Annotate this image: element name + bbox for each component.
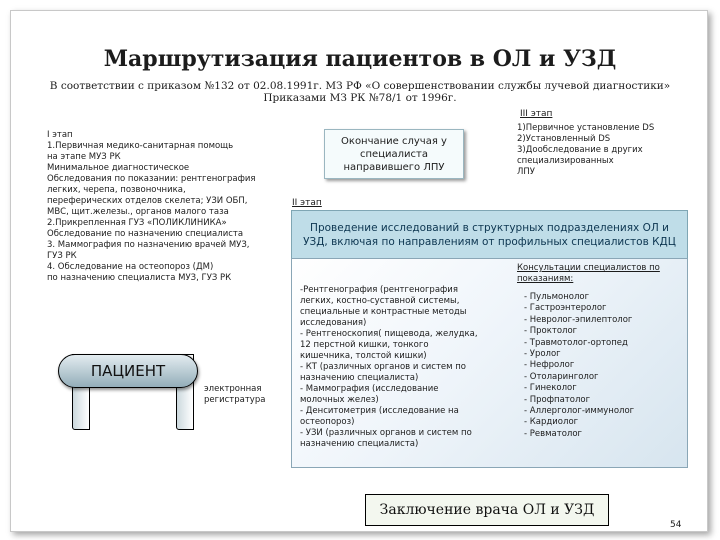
stage2-details-box bbox=[291, 258, 688, 468]
end-case-box: Окончание случая у специалиста направившего ЛПУ bbox=[324, 129, 464, 179]
studies-list: -Рентгенография (рентгенография легких, костно-суставной системы, специальные и контрастные методы исследования) - Рентгеноскопия( пищевода, желудка, 12 перстной кишки, тонкого кишечника, толстой кишки) - КТ (различных органов и систем по назначению специалиста) - Маммография (исследование молочных желез) - Денситометрия (исследование на остеопороз) - УЗИ (различных органов и систем по назначению специалиста) bbox=[300, 285, 478, 449]
consult-title: Консультации специалистов по показаниям: bbox=[517, 263, 660, 284]
consult-list: - Пульмонолог - Гастроэнтеролог - Невролог-эпилептолог - Проктолог - Травмотолог-ортопед - Уролог - Нефролог - Отоларинголог - Гинеколог - Профпатолог - Аллерголог-иммунолог - Кардиолог - Ревматолог bbox=[524, 292, 635, 439]
stage2-label: II этап bbox=[292, 198, 322, 208]
stage3-text: 1)Первичное установление DS 2)Установленный DS 3)Дообследование в других специализированных ЛПУ bbox=[517, 123, 655, 177]
page-title: Маршрутизация пациентов в ОЛ и УЗД bbox=[103, 46, 617, 72]
patient-label: ПАЦИЕНТ bbox=[58, 354, 198, 388]
stage2-header: Проведение исследований в структурных подразделениях ОЛ и УЗД, включая по направлениям от профильных специалистов КДЦ bbox=[291, 210, 688, 260]
page-number: 54 bbox=[670, 520, 682, 530]
conclusion-box: Заключение врача ОЛ и УЗД bbox=[365, 494, 609, 526]
stage1-text: I этап 1.Первичная медико-санитарная помощь на этапе МУЗ РК Минимальное диагностическое Обследования по показании: рентгенография легких, черепа, позвоночника, переферических отделов скелета; УЗИ ОБП, МВС, щит.железы., органов малого таза 2.Прикрепленная ГУЗ «ПОЛИКЛИНИКА» Обследование по назначению специалиста 3. Маммография по назначению врачей МУЗ, ГУЗ РК 4. Обследование на остеопороз (ДМ) по назначению специалиста МУЗ, ГУЗ РК bbox=[47, 130, 256, 283]
stage3-label: III этап bbox=[520, 109, 553, 119]
registration-label: электронная регистратура bbox=[204, 384, 266, 405]
patient-scroll bbox=[58, 354, 198, 430]
subtitle: В соответствии с приказом №132 от 02.08.1991г. МЗ РФ «О совершенствовании службы лучевой диагностики» Приказами МЗ РК №78/1 от 1996г. bbox=[49, 80, 671, 104]
